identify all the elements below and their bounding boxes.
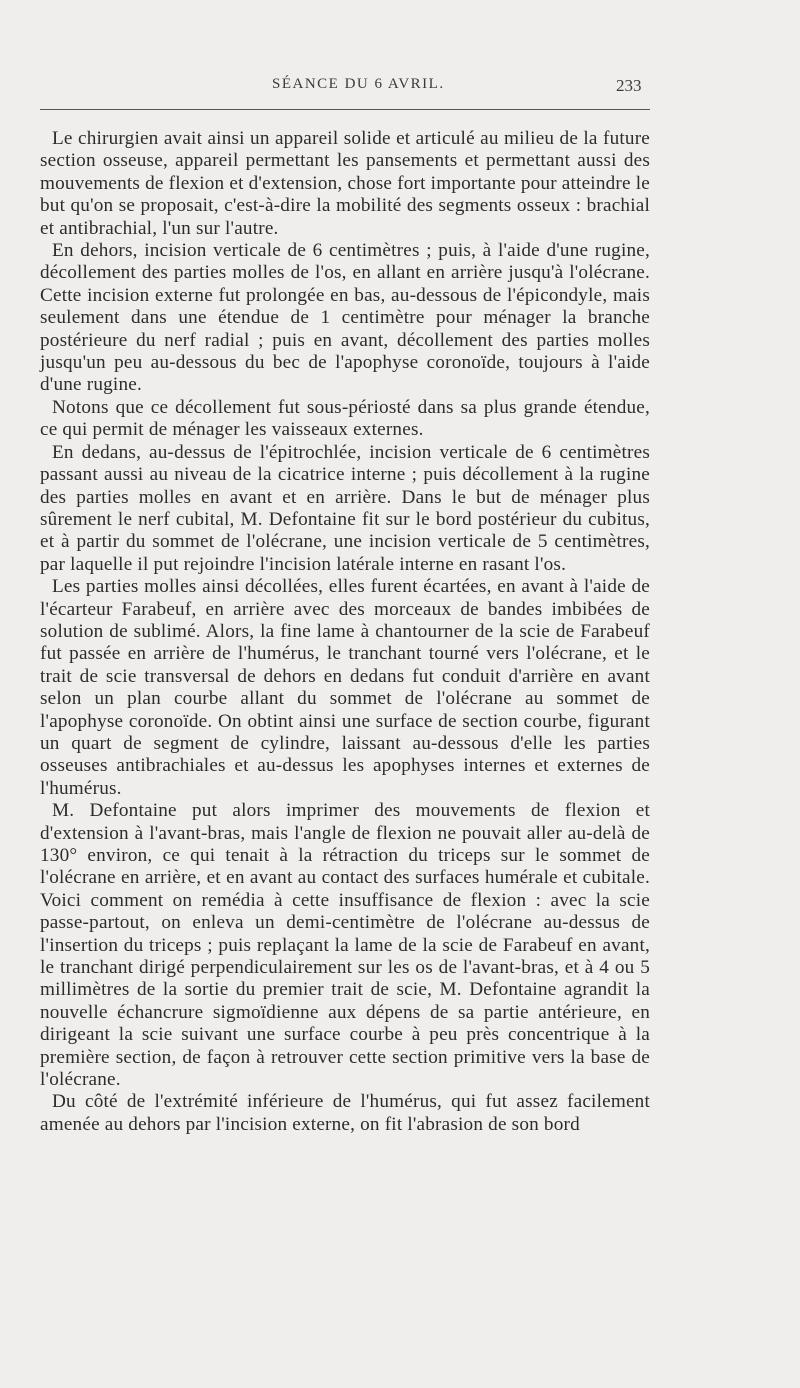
paragraph-1-text: Le chirurgien avait ainsi un appareil solide et articulé au milieu de la future section osseuse, appareil permettant les pansements et permettant aussi des mouvements de flexion et d'extension, chose fort importante pour atteindre le but qu'on se proposait, c'est-à-dire la mobilité des segments osseux : brachial et antibrachial, l'un sur l'autre.: [40, 128, 650, 239]
paragraph-2-text: En dehors, incision verticale de 6 centimètres ; puis, à l'aide d'une rugine, décollement des parties molles de l'os, en allant en arrière jusqu'à l'olécrane. Cette incision externe fut prolongée en bas, au-dessous de l'épicondyle, mais seulement dans une étendue de 1 centimètre pour ménager la branche postérieure du nerf radial ; puis en avant, décollement des parties molles jusqu'un peu au-dessous du bec de l'apophyse coronoïde, toujours à l'aide d'une rugine.: [40, 240, 650, 396]
header-rule: [40, 109, 650, 110]
paragraph-4-text: En dedans, au-dessus de l'épitrochlée, incision verticale de 6 centimètres passant aussi au niveau de la cicatrice interne ; puis décollement à la rugine des parties molles en avant et en arrière. Dans le but de ménager plus sûrement le nerf cubital, M. Defontaine fit sur le bord postérieur du cubitus, et à partir du sommet de l'olécrane, une incision verticale de 5 centimètres, par laquelle il put rejoindre l'incision latérale interne en rasant l'os.: [40, 441, 650, 575]
paragraph-1: [40, 128, 650, 240]
running-head: SÉANCE DU 6 AVRIL.: [272, 76, 445, 92]
paragraph-7: [40, 1091, 650, 1136]
paragraph-5-text: Les parties molles ainsi décollées, elles furent écartées, en avant à l'aide de l'écarteur Farabeuf, en arrière avec des morceaux de bandes imbibées de solution de sublimé. Alors, la fine lame à chantourner de la scie de Farabeuf fut passée en arrière de l'humérus, le tranchant tourné vers l'olécrane, et le trait de scie transversal de dehors en dedans fut conduit d'arrière en avant selon un plan courbe allant du sommet de l'olécrane au sommet de l'apophyse coronoïde. On obtint ainsi une surface de section courbe, figurant un quart de segment de cylindre, laissant au-dessous d'elle les parties osseuses antibrachiales et au-dessus les apophyses internes et externes de l'humérus.: [40, 576, 650, 799]
body-text: [40, 128, 650, 1136]
paragraph-7-text: Du côté de l'extrémité inférieure de l'humérus, qui fut assez facilement amenée au dehors par l'incision externe, on fit l'abrasion de son bord: [40, 1091, 650, 1135]
paragraph-5: [40, 576, 650, 800]
page-header: [40, 74, 650, 100]
paragraph-6-text: M. Defontaine put alors imprimer des mouvements de flexion et d'extension à l'avant-bras, mais l'angle de flexion ne pouvait aller au-delà de 130° environ, ce qui tenait à la rétraction du triceps sur le sommet de l'olécrane en arrière, et en avant au contact des surfaces humérale et cubitale. Voici comment on remédia à cette insuffisance de flexion : avec la scie passe-partout, on enleva un demi-centimètre de l'olécrane au-dessus de l'insertion du triceps ; puis replaçant la lame de la scie de Farabeuf en avant, le tranchant dirigé perpendiculairement sur les os de l'avant-bras, et à 4 ou 5 millimètres de la sortie du premier trait de scie, M. Defontaine agrandit la nouvelle échancrure sigmoïdienne aux dépens de sa partie antérieure, en dirigeant la scie suivant une surface courbe à peu près concentrique à la première section, de façon à retrouver cette section primitive vers la base de l'olécrane.: [40, 800, 650, 1091]
paragraph-2: [40, 240, 650, 397]
paragraph-3: [40, 397, 650, 442]
paragraph-4: [40, 442, 650, 576]
paragraph-3-text: Notons que ce décollement fut sous-périosté dans sa plus grande étendue, ce qui permit de ménager les vaisseaux externes.: [40, 396, 650, 441]
paragraph-6: [40, 800, 650, 1091]
page-number: 233: [616, 76, 642, 95]
